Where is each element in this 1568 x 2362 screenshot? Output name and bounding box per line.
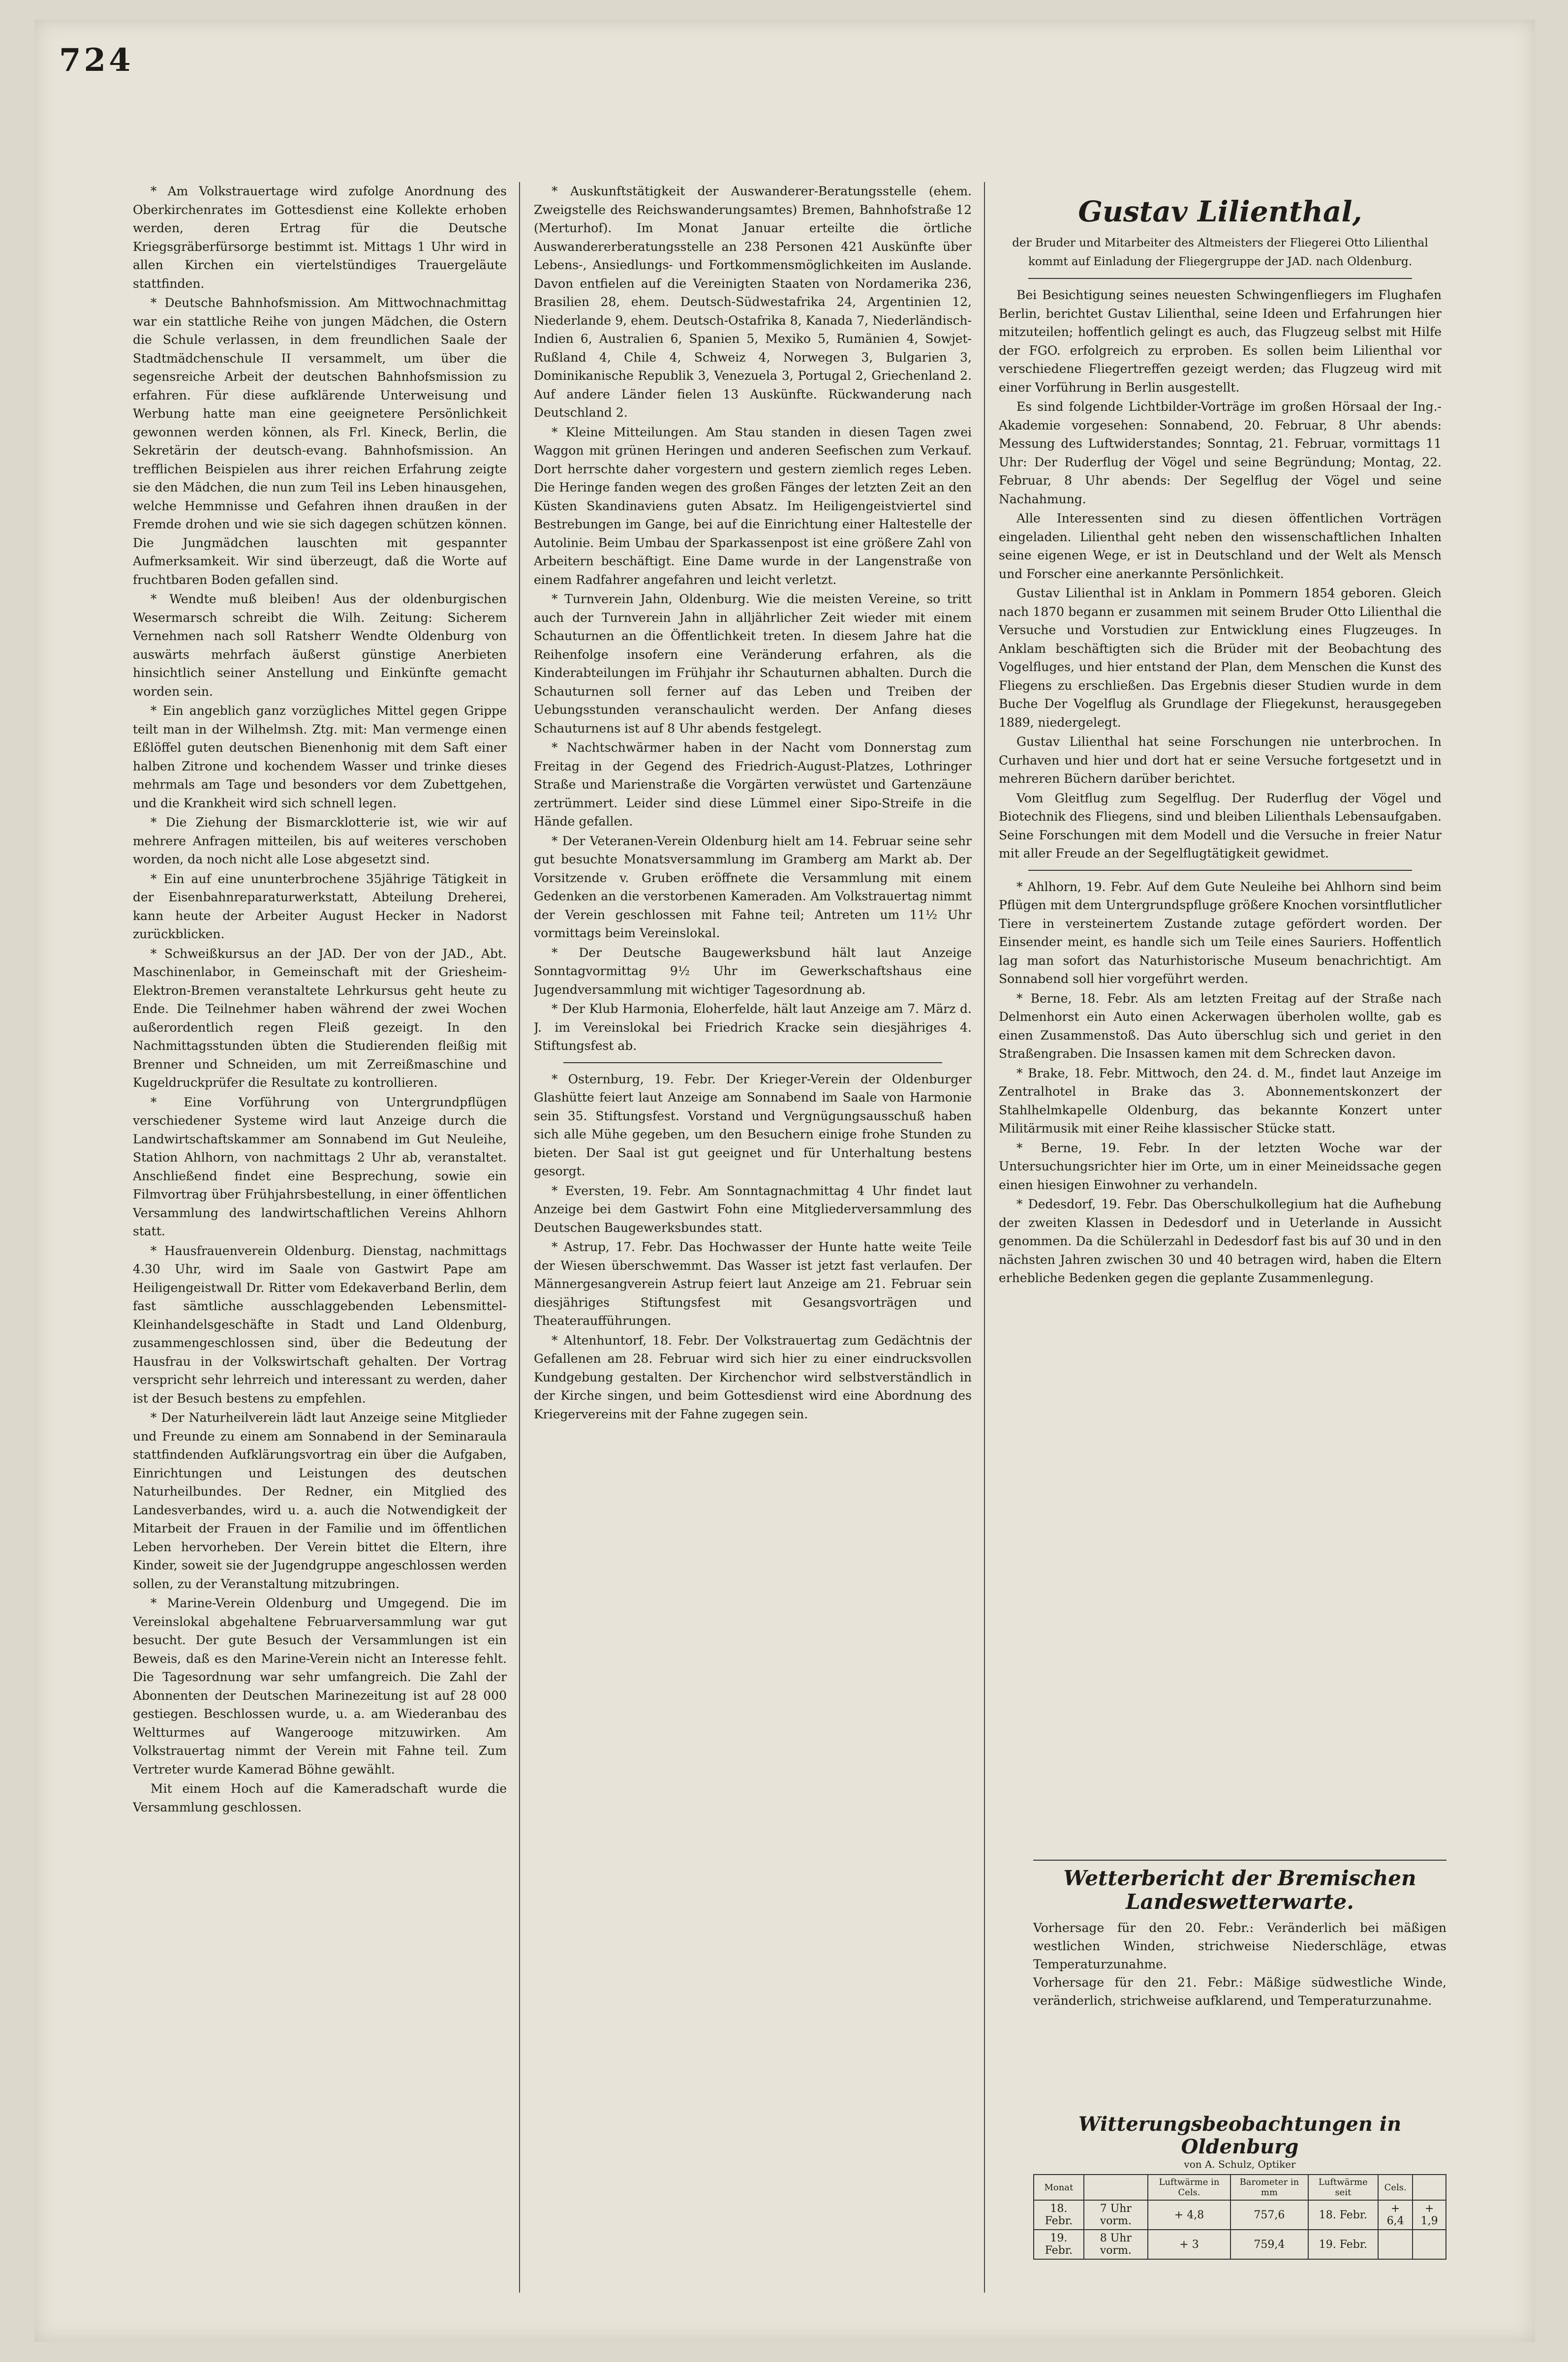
article: * Osternburg, 19. Febr. Der Krieger-Verein der Oldenburger Glashütte feiert laut Anzeige am Sonnabend im Saale von Harmonie sein 35. Stiftungsfest. Vorstand und Vergnügungsausschuß haben sich alle Mühe gegeben, um den Besuchern einige frohe Stunden zu bieten. Der Saal ist gut geeignet und für Unterhaltung bestens gesorgt. bbox=[534, 1072, 972, 1178]
table-cell: 757,6 bbox=[1230, 2200, 1308, 2230]
table-cell: 18. Febr. bbox=[1034, 2200, 1084, 2230]
article: Alle Interessenten sind zu diesen öffentlichen Vorträgen eingeladen. Lilienthal geht neben den wissenschaftlichen Inhalten seine eigenen Wege, er ist in Deutschland und der Welt als Mensch und Forscher eine anerkannte Persönlichkeit. bbox=[999, 511, 1442, 581]
table-cell bbox=[1378, 2230, 1413, 2259]
feature-title: Gustav Lilienthal, bbox=[1078, 195, 1362, 228]
article: Es sind folgende Lichtbilder-Vorträge im großen Hörsaal der Ing.-Akademie vorgesehen: Sonnabend, 20. Februar, 8 Uhr abends: Messung des Luftwiderstandes; Sonntag, 21. Februar, vormittags 11 Uhr: Der Ruderflug der Vögel und seine Begründung; Montag, 22. Februar, 8 Uhr abends: Der Segelflug der Vögel und seine Nachahmung. bbox=[999, 399, 1442, 506]
table-cell: 8 Uhr vorm. bbox=[1084, 2230, 1148, 2259]
article: * Deutsche Bahnhofsmission. Am Mittwochnachmittag war ein stattliche Reihe von jungen Mädchen, die Ostern die Schule verlassen, in dem freundlichen Saale der Stadtmädchenschule II versammelt, um über die segensreiche Arbeit der deutschen Bahnhofsmission zu erfahren. Für diese aufklärende Unterweisung und Werbung hatte man eine geeignetere Persönlichkeit gewonnen werden können, als Frl. Kineck, Berlin, die Sekretärin der deutsch-evang. Bahnhofsmission. An trefflichen Beispielen aus ihrer reichen Erfahrung zeigte sie den Mädchen, die nun zum Teil ins Leben hinausgehen, welche Hemmnisse und Gefahren ihnen draußen in der Fremde drohen und wie sie sich dagegen schützen können. Die Jungmädchen lauschten mit gespannter Aufmerksamkeit. Wir sind überzeugt, daß die Worte auf fruchtbaren Boden gefallen sind. bbox=[133, 296, 507, 587]
table-header: Monat bbox=[1034, 2175, 1084, 2200]
article: * Nachtschwärmer haben in der Nacht vom Donnerstag zum Freitag in der Gegend des Friedrich-August-Platzes, Lothringer Straße und Marienstraße die Vorgärten verwüstet und Gartenzäune zertrümmert. Leider sind diese Lümmel einer Sipo-Streife in die Hände gefallen. bbox=[534, 740, 972, 828]
observations-table bbox=[1033, 2174, 1446, 2260]
separator bbox=[1028, 278, 1412, 279]
table-header-row bbox=[1034, 2175, 1446, 2200]
article: * Ahlhorn, 19. Febr. Auf dem Gute Neuleihe bei Ahlhorn sind beim Pflügen mit dem Untergrundspfluge größere Knochen vorsintflutlicher Tiere in versteinertem Zustande zutage gefördert worden. Der Einsender meint, es handle sich um Teile eines Sauriers. Hoffentlich lag man sofort das Naturhistorische Museum benachrichtigt. Am Sonnabend soll hier vorgeführt werden. bbox=[999, 879, 1442, 986]
article: * Wendte muß bleiben! Aus der oldenburgischen Wesermarsch schreibt die Wilh. Zeitung: Sicherem Vernehmen nach soll Ratsherr Wendte Oldenburg von auswärts mehrfach äußerst günstige Anerbieten hinsichtlich seiner Anstellung und Einkünfte gemacht worden sein. bbox=[133, 592, 507, 699]
observations-title: Witterungsbeobachtungen in Oldenburg bbox=[1078, 2113, 1402, 2158]
table-header: Luftwärme in Cels. bbox=[1148, 2175, 1230, 2200]
article: * Schweißkursus an der JAD. Der von der JAD., Abt. Maschinenlabor, in Gemeinschaft mit der Griesheim-Elektron-Bremen veranstaltete Lehrkursus geht heute zu Ende. Die Teilnehmer haben während der zwei Wochen außerordentlich regen Fleiß gezeigt. In den Nachmittagsstunden übten die Studierenden fleißig mit Brenner und Schneiden, um mit Zerreißmaschine und Kugeldruckprüfer die Resultate zu kontrollieren. bbox=[133, 946, 507, 1090]
table-cell: 759,4 bbox=[1230, 2230, 1308, 2259]
weather-forecast-1: Vorhersage für den 20. Febr.: Veränderlich bei mäßigen westlichen Winden, strichweise Niederschläge, etwas Temperaturzunahme. bbox=[1033, 1921, 1446, 1971]
article: * Astrup, 17. Febr. Das Hochwasser der Hunte hatte weite Teile der Wiesen überschwemmt. Das Wasser ist jetzt fast verlaufen. Der Männergesangverein Astrup feiert laut Anzeige am 21. Februar sein diesjähriges Stiftungsfest mit Gesangsvorträgen und Theateraufführungen. bbox=[534, 1240, 972, 1328]
article: Mit einem Hoch auf die Kameradschaft wurde die Versammlung geschlossen. bbox=[133, 1781, 507, 1814]
article: * Hausfrauenverein Oldenburg. Dienstag, nachmittags 4.30 Uhr, wird im Saale von Gastwirt Pape am Heiligengeistwall Dr. Ritter vom Edekaverband Berlin, dem fast sämtliche ausschlaggebenden Lebensmittel-Kleinhandelsgeschäfte in Stadt und Land Oldenburg, zusammengeschlossen sind, über die Bedeutung der Hausfrau in der Volkswirtschaft gehalten. Der Vortrag verspricht sehr lehrreich und interessant zu werden, daher ist der Besuch bestens zu empfehlen. bbox=[133, 1243, 507, 1406]
table-cell: 7 Uhr vorm. bbox=[1084, 2200, 1148, 2230]
article: * Auskunftstätigkeit der Auswanderer-Beratungsstelle (ehem. Zweigstelle des Reichswanderungsamtes) Bremen, Bahnhofstraße 12 (Merturhof). Im Monat Januar erteilte die örtliche Auswandererberatungsstelle an 238 Personen 421 Auskünfte über Lebens-, Ansiedlungs- und Fortkommensmöglichkeiten im Auslande. Davon entfielen auf die Vereinigten Staaten von Nordamerika 236, Brasilien 28, ehem. Deutsch-Südwestafrika 24, Argentinien 12, Niederlande 9, ehem. Deutsch-Ostafrika 8, Kanada 7, Niederländisch-Indien 6, Australien 6, Spanien 5, Mexiko 5, Rumänien 4, Sowjet-Rußland 4, Chile 4, Schweiz 4, Norwegen 3, Bulgarien 3, Dominikanische Republik 3, Venezuela 3, Portugal 2, Griechenland 2. Auf andere Länder fielen 13 Auskünfte. Rückwanderung nach Deutschland 2. bbox=[534, 184, 972, 420]
table-cell bbox=[1413, 2230, 1446, 2259]
column-rule-1 bbox=[519, 182, 520, 2293]
feature-subtitle: der Bruder und Mitarbeiter des Altmeisters der Fliegerei Otto Lilienthal kommt auf Einladung der Fliegergruppe der JAD. nach Oldenburg. bbox=[1012, 237, 1428, 268]
article: * Am Volkstrauertage wird zufolge Anordnung des Oberkirchenrates im Gottesdienst eine Kollekte erhoben werden, deren Ertrag für die Deutsche Kriegsgräberfürsorge bestimmt ist. Mittags 1 Uhr wird in allen Kirchen ein viertelstündiges Trauergeläute stattfinden. bbox=[133, 184, 507, 291]
table-row bbox=[1034, 2230, 1446, 2259]
article: * Eine Vorführung von Untergrundpflügen verschiedener Systeme wird laut Anzeige durch die Landwirtschaftskammer am Sonnabend im Gut Neuleihe, Station Ahlhorn, von nachmittags 2 Uhr ab, veranstaltet. Anschließend findet eine Besprechung, sowie ein Filmvortrag über Frühjahrsbestellung, in einer öffentlichen Versammlung des landwirtschaftlichen Vereins Ahlhorn statt. bbox=[133, 1095, 507, 1238]
article: * Altenhuntorf, 18. Febr. Der Volkstrauertag zum Gedächtnis der Gefallenen am 28. Februar wird sich hier zu einer eindrucksvollen Kundgebung gestalten. Der Kirchenchor wird selbstverständlich in der Kirche singen, und beim Gottesdienst wird eine Abordnung des Kriegervereins mit der Fahne zugegen sein. bbox=[534, 1333, 972, 1421]
article: * Ein auf eine ununterbrochene 35jährige Tätigkeit in der Eisenbahnreparaturwerkstatt, Abteilung Dreherei, kann heute der Arbeiter August Hecker in Nadorst zurückblicken. bbox=[133, 871, 507, 941]
column-2 bbox=[534, 182, 972, 2293]
separator bbox=[563, 1062, 942, 1063]
column-1 bbox=[133, 182, 507, 2293]
article: * Turnverein Jahn, Oldenburg. Wie die meisten Vereine, so tritt auch der Turnverein Jahn in alljährlicher Zeit wieder mit einem Schauturnen an die Öffentlichkeit treten. In diesem Jahre hat die Reihenfolge insofern eine Veränderung erfahren, als die Kinderabteilungen im Frühjahr ihr Schauturnen abhalten. Durch die Schauturnen soll ferner auf das Leben und Treiben der Uebungsstunden veranschaulicht werden. Der Anfang dieses Schauturnens ist auf 8 Uhr abends festgelegt. bbox=[534, 592, 972, 736]
table-header: Barometer in mm bbox=[1230, 2175, 1308, 2200]
weather-observations bbox=[1033, 2113, 1446, 2260]
table-cell: 19. Febr. bbox=[1308, 2230, 1378, 2259]
page-number: 724 bbox=[59, 42, 134, 79]
table-cell: 18. Febr. bbox=[1308, 2200, 1378, 2230]
article: * Eversten, 19. Febr. Am Sonntagnachmittag 4 Uhr findet laut Anzeige bei dem Gastwirt Fohn eine Mitgliederversammlung des Deutschen Baugewerksbundes statt. bbox=[534, 1183, 972, 1235]
table-row bbox=[1034, 2200, 1446, 2230]
table-header: Cels. bbox=[1378, 2175, 1413, 2200]
article: * Die Ziehung der Bismarcklotterie ist, wie wir auf mehrere Anfragen mitteilen, bis auf weiteres verschoben worden, da noch nicht alle Lose abgesetzt sind. bbox=[133, 815, 507, 866]
weather-forecast-2: Vorhersage für den 21. Febr.: Mäßige südwestliche Winde, veränderlich, strichweise aufklarend, und Temperaturzunahme. bbox=[1033, 1975, 1446, 2008]
table-header: Luftwärme seit bbox=[1308, 2175, 1378, 2200]
article: Vom Gleitflug zum Segelflug. Der Ruderflug der Vögel und Biotechnik des Fliegens, sind und bleiben Lilienthals Lebensaufgaben. Seine Forschungen mit dem Modell und die Versuche in freier Natur mit aller Freude an der Segelflugtätigkeit gewidmet. bbox=[999, 791, 1442, 860]
article: * Berne, 18. Febr. Als am letzten Freitag auf der Straße nach Delmenhorst ein Auto einen Ackerwagen überholen wollte, gab es einen Zusammenstoß. Das Auto überschlug sich und geriet in den Straßengraben. Die Insassen kamen mit dem Schrecken davon. bbox=[999, 991, 1442, 1061]
separator bbox=[1033, 1860, 1446, 1861]
article: * Der Naturheilverein lädt laut Anzeige seine Mitglieder und Freunde zu einem am Sonnabend in der Seminaraula stattfindenden Aufklärungsvortrag ein über die Aufgaben, Einrichtungen und Leistungen des deutschen Naturheilbundes. Der Redner, ein Mitglied des Landesverbandes, wird u. a. auch die Notwendigkeit der Mitarbeit der Frauen in der Familie und im öffentlichen Leben hervorheben. Der Verein bittet die Eltern, ihre Kinder, soweit sie der Jugendgruppe angeschlossen werden sollen, zu der Veranstaltung mitzubringen. bbox=[133, 1411, 507, 1591]
article: * Der Veteranen-Verein Oldenburg hielt am 14. Februar seine sehr gut besuchte Monatsversammlung im Gramberg am Markt ab. Der Vorsitzende v. Gruben eröffnete die Versammlung mit einem Gedenken an die verstorbenen Kameraden. Am Volkstrauertag nimmt der Verein geschlossen mit Fahne teil; Antreten um 11½ Uhr vormittags beim Vereinslokal. bbox=[534, 833, 972, 940]
article: * Marine-Verein Oldenburg und Umgegend. Die im Vereinslokal abgehaltene Februarversammlung war gut besucht. Der gute Besuch der Versammlungen ist ein Beweis, daß es den Marine-Verein nicht an Interesse fehlt. Die Tagesordnung war sehr umfangreich. Die Zahl der Abonnenten der Deutschen Marinezeitung ist auf 28 000 gestiegen. Beschlossen wurde, u. a. am Wiederanbau des Weltturmes auf Wangerooge mitzuwirken. Am Volkstrauertag nimmt der Verein mit Fahne teil. Zum Vertreter wurde Kamerad Böhne gewählt. bbox=[133, 1596, 507, 1777]
article: * Dedesdorf, 19. Febr. Das Oberschulkollegium hat die Aufhebung der zweiten Klassen in Dedesdorf und in Ueterlande in Aussicht genommen. Da die Schülerzahl in Dedesdorf fast bis auf 30 und in den nächsten Jahren zwischen 30 und 40 betragen wird, haben die Eltern erhebliche Bedenken gegen die geplante Zusammenlegung. bbox=[999, 1197, 1442, 1285]
column-3 bbox=[999, 182, 1442, 1579]
article: * Kleine Mitteilungen. Am Stau standen in diesen Tagen zwei Waggon mit grünen Heringen und anderen Seefischen zum Verkauf. Dort herrschte daher vorgestern und gestern ziemlich reges Leben. Die Heringe fanden wegen des großen Fänges der letzten Zeit an den Küsten Skandinaviens guten Absatz. Im Heiligengeistviertel sind Bestrebungen im Gange, bei auf die Einrichtung einer Haltestelle der Autolinie. Beim Umbau der Sparkassenpost ist eine größere Zahl von Arbeitern beschäftigt. Eine Dame wurde in der Langenstraße von einem Radfahrer angefahren und leicht verletzt. bbox=[534, 425, 972, 587]
table-cell: 19. Febr. bbox=[1034, 2230, 1084, 2259]
article: Gustav Lilienthal ist in Anklam in Pommern 1854 geboren. Gleich nach 1870 begann er zusammen mit seinem Bruder Otto Lilienthal die Versuche und Vorstudien zur Entwicklung eines Flugzeuges. In Anklam beschäftigten sich die Brüder mit der Beobachtung des Vogelfluges, und hier entstand der Plan, dem Menschen die Kunst des Fliegens zu erschließen. Das Ergebnis dieser Studien wurde in dem Buche Der Vogelflug als Grundlage der Fliegekunst, herausgegeben 1889, niedergelegt. bbox=[999, 586, 1442, 730]
observations-author: von A. Schulz, Optiker bbox=[1184, 2158, 1296, 2170]
table-header bbox=[1413, 2175, 1446, 2200]
article: * Berne, 19. Febr. In der letzten Woche war der Untersuchungsrichter hier im Orte, um in einer Meineidssache gegen einen hiesigen Einwohner zu verhandeln. bbox=[999, 1140, 1442, 1192]
column-rule-2 bbox=[984, 182, 985, 2293]
article: * Der Deutsche Baugewerksbund hält laut Anzeige Sonntagvormittag 9½ Uhr im Gewerkschaftshaus eine Jugendversammlung mit wichtiger Tagesordnung ab. bbox=[534, 945, 972, 997]
article: Bei Besichtigung seines neuesten Schwingenfliegers im Flughafen Berlin, berichtet Gustav Lilienthal, seine Ideen und Erfahrungen hier mitzuteilen; hoffentlich gelingt es auch, das Flugzeug selbst mit Hilfe der FGO. erfolgreich zu erproben. Es sollen beim Lilienthal vor verschiedene Fliegertreffen gezeigt werden; das Flugzeug wird mit einer Vorführung in Berlin ausgestellt. bbox=[999, 288, 1442, 395]
weather-report bbox=[1033, 1860, 1446, 2010]
table-cell: + 6,4 bbox=[1378, 2200, 1413, 2230]
table-cell: + 4,8 bbox=[1148, 2200, 1230, 2230]
table-cell: + 1,9 bbox=[1413, 2200, 1446, 2230]
separator bbox=[1028, 870, 1412, 871]
table-header bbox=[1084, 2175, 1148, 2200]
article: * Brake, 18. Febr. Mittwoch, den 24. d. M., findet laut Anzeige im Zentralhotel in Brake das 3. Abonnementskonzert der Stahlhelmkapelle Oldenburg, das bekannte Konzert unter Militärmusik mit einer Reihe klassischer Stücke statt. bbox=[999, 1066, 1442, 1135]
article: * Der Klub Harmonia, Eloherfelde, hält laut Anzeige am 7. März d. J. im Vereinslokal bei Friedrich Kracke sein diesjähriges 4. Stiftungsfest ab. bbox=[534, 1002, 972, 1053]
article: Gustav Lilienthal hat seine Forschungen nie unterbrochen. In Curhaven und hier und dort hat er seine Versuche fortgesetzt und in mehreren Büchern darüber berichtet. bbox=[999, 735, 1442, 786]
table-cell: + 3 bbox=[1148, 2230, 1230, 2259]
weather-title: Wetterbericht der Bremischen Landeswetterwarte. bbox=[1063, 1866, 1416, 1914]
article: * Ein angeblich ganz vorzügliches Mittel gegen Grippe teilt man in der Wilhelmsh. Ztg. mit: Man vermenge einen Eßlöffel guten deutschen Bienenhonig mit dem Saft einer halben Zitrone und kochendem Wasser und trinke dieses mehrmals am Tage und besonders vor dem Zubettgehen, und die Krankheit wird sich schnell legen. bbox=[133, 704, 507, 810]
